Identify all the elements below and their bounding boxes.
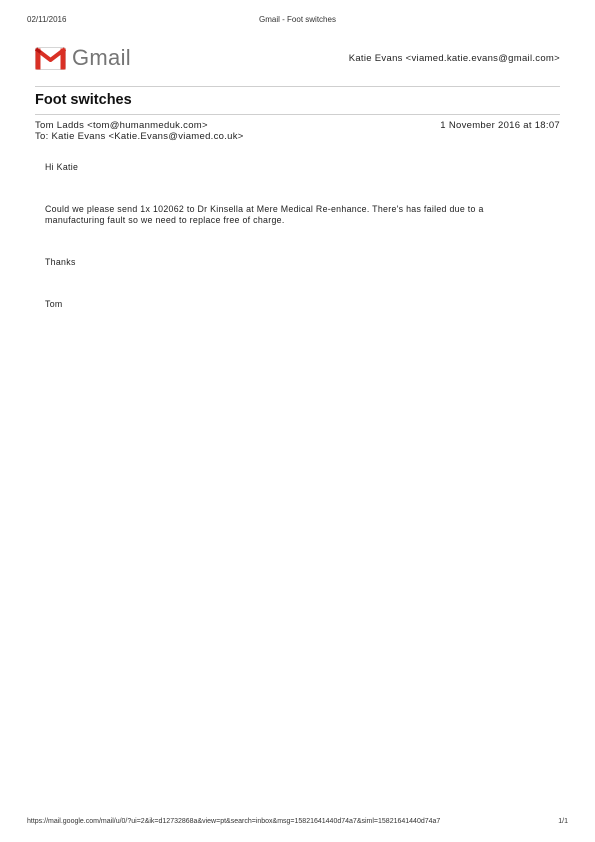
print-footer-page-number: 1/1 <box>558 818 568 825</box>
account-email: Katie Evans <viamed.katie.evans@gmail.com> <box>348 53 560 64</box>
email-subject: Foot switches <box>35 92 132 108</box>
body-thanks: Thanks <box>45 257 76 267</box>
body-greeting: Hi Katie <box>45 162 79 172</box>
brand-wordmark: Gmail <box>72 45 131 70</box>
print-header-date: 02/11/2016 <box>27 15 67 24</box>
print-header-title: Gmail - Foot switches <box>259 15 336 24</box>
body-line-1: Could we please send 1x 102062 to Dr Kinsella at Mere Medical Re-enhance. There's has failed due to a <box>45 204 484 214</box>
body-signature: Tom <box>45 299 63 309</box>
subject-divider <box>35 114 560 115</box>
sent-date: 1 November 2016 at 18:07 <box>440 120 560 131</box>
body-line-2: manufacturing fault so we need to replace free of charge. <box>45 215 285 225</box>
sender: Tom Ladds <tom@humanmeduk.com> <box>35 120 208 131</box>
print-footer-url: https://mail.google.com/mail/u/0/?ui=2&ik=d12732868a&view=pt&search=inbox&msg=15821641440d74a7&siml=15821641440d74a7 <box>27 818 441 825</box>
gmail-logo <box>35 46 131 70</box>
recipient: To: Katie Evans <Katie.Evans@viamed.co.uk> <box>35 131 244 142</box>
header-divider <box>35 86 560 87</box>
gmail-envelope-icon <box>35 47 66 70</box>
